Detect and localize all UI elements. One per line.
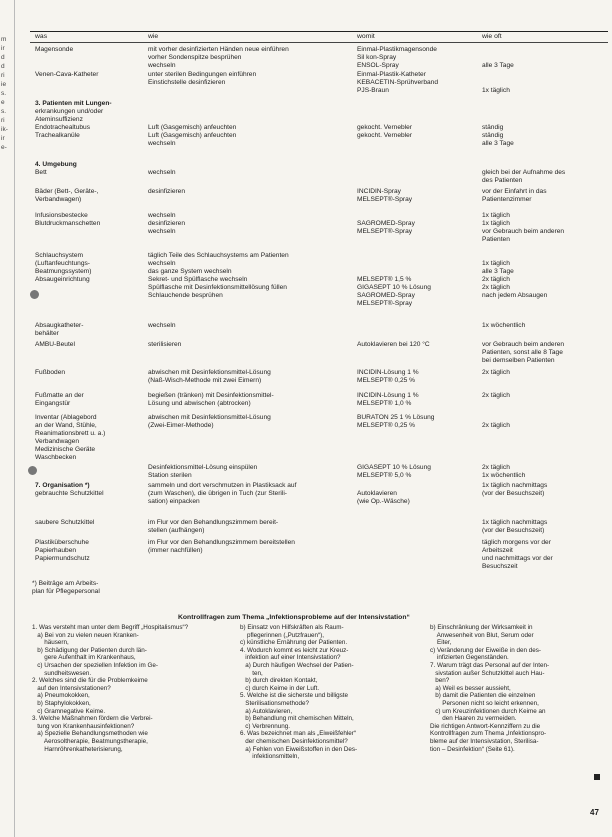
margin-fragment: s. <box>1 90 7 97</box>
table-cell-was: Magensonde <box>35 46 74 53</box>
table-cell-womit: INCIDIN-Lösung 1 % <box>357 392 419 399</box>
end-marker <box>594 774 600 780</box>
table-cell-wie: (immer nachfüllen) <box>148 547 203 554</box>
question-line: a) Durch häufigen Wechsel der Patien- <box>240 661 354 669</box>
question-line: a) Fehlen von Eiweißstoffen in den Des- <box>240 745 358 753</box>
table-cell-was: Blutdruckmanschetten <box>35 220 101 227</box>
table-cell-wie: unter sterilen Bedingungen einführen <box>148 71 257 78</box>
question-line: Kontrollfragen zum Thema „Infektionspro- <box>430 730 547 738</box>
table-cell-was: Endotrachealtubus <box>35 124 90 131</box>
questions-column-3 <box>430 624 608 753</box>
table-cell-womit: MELSEPT®-Spray <box>357 228 413 235</box>
question-line: b) Schädigung der Patienten durch län- <box>32 646 147 654</box>
table-cell-wie: sammeln und dort verschmutzen in Plastiksack auf <box>148 482 297 489</box>
table-cell-wie: wechseln <box>148 212 176 219</box>
col-header-was: was <box>35 33 48 40</box>
table-cell-oft: ständig <box>482 132 504 139</box>
table-cell-was: Absaugeinrichtung <box>35 276 90 283</box>
question-line: ben? <box>430 677 450 685</box>
table-cell-wie: desinfizieren <box>148 220 186 227</box>
question-line: infektionsmitteln, <box>240 753 300 761</box>
table-cell-womit: gekocht. Vernebler <box>357 124 412 131</box>
question-line: 1. Was versteht man unter dem Begriff „Hospitalismus“? <box>32 624 189 631</box>
margin-fragment: d <box>1 54 5 61</box>
table-cell-womit: SAGROMED-Spray <box>357 292 415 299</box>
table-cell-oft: Patientenzimmer <box>482 196 532 203</box>
table-cell-oft: vor Gebrauch beim anderen <box>482 341 565 348</box>
question-line: Die richtigen Antwort-Kennziffern zu die <box>430 722 541 730</box>
table-cell-was: Medizinische Geräte <box>35 446 96 453</box>
table-cell-wie: Lösung und abwischen (abtrocken) <box>148 400 251 407</box>
question-line: 4. Wodurch kommt es leicht zur Kreuz- <box>240 646 349 654</box>
question-line: b) durch direkten Kontakt, <box>240 677 318 685</box>
table-cell-was: (Luftanfeuchtungs- <box>35 260 90 267</box>
table-cell-was: Inventar (Ablagebord <box>35 414 97 421</box>
question-line: bleme auf der Intensivstation, Sterilisa- <box>430 737 539 745</box>
col-header-womit: womit <box>357 33 375 40</box>
table-cell-was: Schlauchsystem <box>35 252 84 259</box>
margin-fragment: m <box>1 36 7 43</box>
table-cell-oft: (vor der Besuchszeit) <box>482 490 545 497</box>
table-cell-womit: Einmal-Plastik-Katheter <box>357 71 426 78</box>
table-cell-womit: INCIDIN-Spray <box>357 188 401 195</box>
question-line: der chemischen Desinfektionsmittel? <box>240 737 348 745</box>
table-cell-was: Reanimationsbrett u. a.) <box>35 430 106 437</box>
table-cell-oft: vor der Einfahrt in das <box>482 188 547 195</box>
question-line: infektion auf einer Intensivstation? <box>240 654 341 662</box>
table-cell-oft: 2x täglich <box>482 369 510 376</box>
question-line: pflegerinnen („Putzfrauen“), <box>240 631 324 639</box>
table-cell-oft: des Patienten <box>482 177 523 184</box>
punch-hole-mark <box>30 290 39 299</box>
question-line: infizierten Gegenständen. <box>430 654 509 662</box>
table-cell-wie: Spülflasche mit Desinfektionsmittellösung füllen <box>148 284 287 291</box>
table-cell-was: erkrankungen und/oder <box>35 108 104 115</box>
table-cell-womit: INCIDIN-Lösung 1 % <box>357 369 419 376</box>
table-cell-wie: wechseln <box>148 62 176 69</box>
section-title: Kontrollfragen zum Thema „Infektionsprobleme auf der Intensivstation“ <box>178 614 410 621</box>
table-cell-womit: ENSOL-Spray <box>357 62 399 69</box>
table-cell-was: behälter <box>35 330 59 337</box>
table-cell-was: Bett <box>35 169 47 176</box>
table-cell-womit: MELSEPT® 1,0 % <box>357 400 412 407</box>
table-cell-womit: GIGASEPT 10 % Lösung <box>357 464 431 471</box>
question-line: Aerosoltherapie, Beatmungstherapie, <box>32 737 148 745</box>
question-line: b) Behandlung mit chemischen Mitteln, <box>240 715 354 723</box>
footnote-line: plan für Pflegepersonal <box>32 588 100 595</box>
table-cell-was: Verbandwagen) <box>35 196 82 203</box>
table-cell-wie: abwischen mit Desinfektionsmittel-Lösung <box>148 369 271 376</box>
table-cell-was: Fußboden <box>35 369 66 376</box>
table-cell-oft: alle 3 Tage <box>482 140 514 147</box>
table-cell-was: Fußmatte an der <box>35 392 84 399</box>
header-bottom-rule <box>30 42 608 43</box>
table-cell-was: Eingangstür <box>35 400 71 407</box>
table-cell-was: Ateminsuffizienz <box>35 116 83 123</box>
question-line: Eiter, <box>430 639 452 647</box>
table-cell-oft: 1x täglich <box>482 212 510 219</box>
table-cell-oft: 2x täglich <box>482 392 510 399</box>
table-cell-wie: (Zwei-Eimer-Methode) <box>148 422 214 429</box>
table-cell-oft: 1x täglich nachmittags <box>482 482 548 489</box>
question-line: b) Staphylokokken, <box>32 699 91 707</box>
table-cell-wie: mit vorher desinfizierten Händen neue einführen <box>148 46 289 53</box>
question-line: c) durch Keime in der Luft. <box>240 684 320 692</box>
question-line: 7. Warum trägt das Personal auf der Inten- <box>430 661 550 669</box>
table-cell-was: 3. Patienten mit Lungen- <box>35 100 112 107</box>
table-cell-womit: GIGASEPT 10 % Lösung <box>357 284 431 291</box>
page-number: 47 <box>590 808 599 817</box>
table-cell-wie: im Flur vor den Behandlungszimmern bereitstellen <box>148 539 295 546</box>
table-cell-wie: wechseln <box>148 140 176 147</box>
question-line: a) Spezielle Behandlungsmethoden wie <box>32 730 148 738</box>
table-cell-was: Waschbecken <box>35 454 77 461</box>
question-line: gere Aufenthalt im Krankenhaus, <box>32 654 136 662</box>
table-cell-was: 7. Organisation *) <box>35 482 90 489</box>
footnote <box>32 580 100 596</box>
question-line: ten, <box>240 669 263 677</box>
table-cell-oft: alle 3 Tage <box>482 62 514 69</box>
table-cell-womit: PJS-Braun <box>357 87 389 94</box>
question-line: Personen nicht so leicht erkennen, <box>430 699 539 707</box>
table-cell-wie: begießen (tränken) mit Desinfektionsmittel- <box>148 392 274 399</box>
table-cell-oft: und nachmittags vor der <box>482 555 553 562</box>
table-cell-oft: 2x täglich <box>482 276 510 283</box>
table-cell-oft: gleich bei der Aufnahme des <box>482 169 566 176</box>
questions-column-2 <box>240 624 418 761</box>
question-line: sundheitswesen. <box>32 669 92 677</box>
table-cell-wie: wechseln <box>148 322 176 329</box>
question-line: b) Einschränkung der Wirksamkeit in <box>430 624 533 631</box>
table-cell-oft: Patienten, sonst alle 8 Tage <box>482 349 563 356</box>
table-cell-womit: MELSEPT® 1,5 % <box>357 276 412 283</box>
question-line: c) Ursachen der speziellen Infektion im Ge- <box>32 661 158 669</box>
question-line: sivstation außer Schutzkittel auch Hau- <box>430 669 545 677</box>
table-cell-oft: vor Gebrauch beim anderen <box>482 228 565 235</box>
question-line: Harnröhrenkatheterisierung, <box>32 745 123 753</box>
table-cell-was: Absaugkatheter- <box>35 322 84 329</box>
table-cell-was: gebrauchte Schutzkittel <box>35 490 104 497</box>
question-line: b) damit die Patienten die einzelnen <box>430 692 536 700</box>
margin-fragment: ik- <box>1 126 8 133</box>
table-cell-oft: 1x täglich <box>482 220 510 227</box>
header-top-rule <box>30 31 608 32</box>
question-line: auf den Intensivstationen? <box>32 684 111 692</box>
table-cell-womit: (wie Op.-Wäsche) <box>357 498 410 505</box>
margin-fragment: ri <box>1 72 5 79</box>
table-cell-was: Papierhauben <box>35 547 77 554</box>
table-cell-wie: desinfizieren <box>148 188 186 195</box>
question-line: 5. Welche ist die sicherste und billigste <box>240 692 349 700</box>
question-line: 2. Welches sind die für die Problemkeime <box>32 677 148 685</box>
table-cell-wie: wechseln <box>148 260 176 267</box>
table-cell-womit: gekocht. Vernebler <box>357 132 412 139</box>
question-line: b) Einsatz von Hilfskräften als Raum- <box>240 624 344 631</box>
table-cell-was: Beatmungssystem) <box>35 268 92 275</box>
table-cell-oft: ständig <box>482 124 504 131</box>
table-cell-wie: Luft (Gasgemisch) anfeuchten <box>148 124 237 131</box>
table-cell-oft: bei demselben Patienten <box>482 357 555 364</box>
margin-fragment: s. <box>1 108 7 115</box>
margin-fragment: e <box>1 99 5 106</box>
margin-fragment: ie <box>1 81 7 88</box>
table-cell-oft: Patienten <box>482 236 510 243</box>
table-cell-oft: 1x wöchentlich <box>482 322 526 329</box>
margin-fragment: ri <box>1 117 5 124</box>
table-cell-was: an der Wand, Stühle, <box>35 422 97 429</box>
table-cell-womit: MELSEPT®-Spray <box>357 300 413 307</box>
table-cell-was: Bäder (Bett-, Geräte-, <box>35 188 99 195</box>
question-line: c) Verbrennung. <box>240 722 291 730</box>
table-cell-was: Infusionsbestecke <box>35 212 88 219</box>
table-cell-wie: Schlauchende besprühen <box>148 292 223 299</box>
table-cell-wie: (zum Waschen), die übrigen in Tuch (zur Sterili- <box>148 490 288 497</box>
question-line: a) Autoklavieren, <box>240 707 293 715</box>
table-cell-wie: Einstichstelle desinfizieren <box>148 79 226 86</box>
question-line: 6. Was bezeichnet man als „Eiweißfehler“ <box>240 730 356 738</box>
questions-column-1 <box>32 624 232 753</box>
table-cell-oft: 2x täglich <box>482 284 510 291</box>
table-cell-wie: Luft (Gasgemisch) anfeuchten <box>148 132 237 139</box>
table-cell-oft: 1x täglich <box>482 87 510 94</box>
table-cell-wie: sterilisieren <box>148 341 182 348</box>
question-line: c) Veränderung der Eiweiße in den des- <box>430 646 541 654</box>
binding-edge <box>14 0 15 837</box>
table-cell-oft: 2x täglich <box>482 422 510 429</box>
table-cell-was: 4. Umgebung <box>35 161 77 168</box>
table-cell-wie: stellen (aufhängen) <box>148 527 205 534</box>
table-cell-wie: (Naß-Wisch-Methode mit zwei Eimern) <box>148 377 262 384</box>
table-cell-wie: vorher Sondenspitze besprühen <box>148 54 242 61</box>
table-cell-womit: SAGROMED-Spray <box>357 220 415 227</box>
question-line: tung von Krankenhausinfektionen? <box>32 722 135 730</box>
table-cell-womit: MELSEPT®-Spray <box>357 196 413 203</box>
table-cell-wie: Sekret- und Spülflasche wechseln <box>148 276 248 283</box>
col-header-wie: wie <box>148 33 159 40</box>
table-cell-oft: Arbeitszeit <box>482 547 513 554</box>
footnote-line: *) Beiträge am Arbeits- <box>32 580 99 587</box>
table-cell-womit: MELSEPT® 0,25 % <box>357 377 415 384</box>
table-cell-oft: Besuchszeit <box>482 563 518 570</box>
margin-fragment: d <box>1 63 5 70</box>
margin-fragment: ir <box>1 135 5 142</box>
question-line: c) künstliche Ernährung der Patienten. <box>240 639 348 647</box>
table-cell-wie: Desinfektionsmittel-Lösung einspülen <box>148 464 258 471</box>
table-cell-was: Verbandwagen <box>35 438 79 445</box>
table-cell-womit: BURATON 25 1 % Lösung <box>357 414 435 421</box>
table-cell-wie: im Flur vor den Behandlungszimmern bereit- <box>148 519 279 526</box>
table-cell-oft: täglich morgens vor der <box>482 539 551 546</box>
table-cell-oft: 1x wöchentlich <box>482 472 526 479</box>
table-cell-wie: täglich Teile des Schlauchsystems am Patienten <box>148 252 289 259</box>
table-cell-wie: abwischen mit Desinfektionsmittel-Lösung <box>148 414 271 421</box>
table-cell-womit: Autoklavieren bei 120 °C <box>357 341 430 348</box>
table-cell-was: Venen-Cava-Katheter <box>35 71 99 78</box>
table-cell-wie: wechseln <box>148 228 176 235</box>
table-cell-was: Trachealkanüle <box>35 132 80 139</box>
question-line: Sterilisationsmethode? <box>240 699 309 707</box>
question-line: a) Pneumokokken, <box>32 692 90 700</box>
question-line: tion – Desinfektion“ (Seite 61). <box>430 745 515 753</box>
table-cell-oft: (vor der Besuchszeit) <box>482 527 545 534</box>
margin-fragment: e- <box>1 144 7 151</box>
table-cell-oft: alle 3 Tage <box>482 268 514 275</box>
question-line: c) um Kreuzinfektionen durch Keime an <box>430 707 546 715</box>
question-line: a) Weil es besser aussieht, <box>430 684 511 692</box>
table-cell-womit: KEBACETIN-Sprühverband <box>357 79 438 86</box>
question-line: Anwesenheit von Blut, Serum oder <box>430 631 534 639</box>
col-header-wie-oft: wie oft <box>482 33 502 40</box>
question-line: häusern, <box>32 639 69 647</box>
table-cell-womit: Autoklavieren <box>357 490 397 497</box>
table-cell-wie: sation) einpacken <box>148 498 200 505</box>
table-cell-oft: 2x täglich <box>482 464 510 471</box>
table-cell-womit: MELSEPT® 5,0 % <box>357 472 412 479</box>
table-cell-oft: nach jedem Absaugen <box>482 292 548 299</box>
question-line: den Haaren zu vermeiden. <box>430 715 517 723</box>
table-cell-wie: Station sterilen <box>148 472 192 479</box>
table-cell-was: AMBU-Beutel <box>35 341 75 348</box>
punch-hole-mark <box>28 466 37 475</box>
table-cell-was: saubere Schutzkittel <box>35 519 95 526</box>
table-cell-wie: wechseln <box>148 169 176 176</box>
table-cell-was: Plastiküberschuhe <box>35 539 89 546</box>
table-cell-wie: das ganze System wechseln <box>148 268 232 275</box>
question-line: c) Gramnegative Keime. <box>32 707 106 715</box>
question-line: a) Bei von zu vielen neuen Kranken- <box>32 631 139 639</box>
table-cell-womit: Einmal-Plastikmagensonde <box>357 46 437 53</box>
table-cell-oft: 1x täglich <box>482 260 510 267</box>
table-cell-oft: 1x täglich nachmittags <box>482 519 548 526</box>
table-cell-womit: MELSEPT® 0,25 % <box>357 422 415 429</box>
question-line: 3. Welche Maßnahmen fördern die Verbrei- <box>32 715 153 723</box>
margin-fragment: ir <box>1 45 5 52</box>
table-cell-was: Papiermundschutz <box>35 555 90 562</box>
table-cell-womit: Sil kon-Spray <box>357 54 397 61</box>
